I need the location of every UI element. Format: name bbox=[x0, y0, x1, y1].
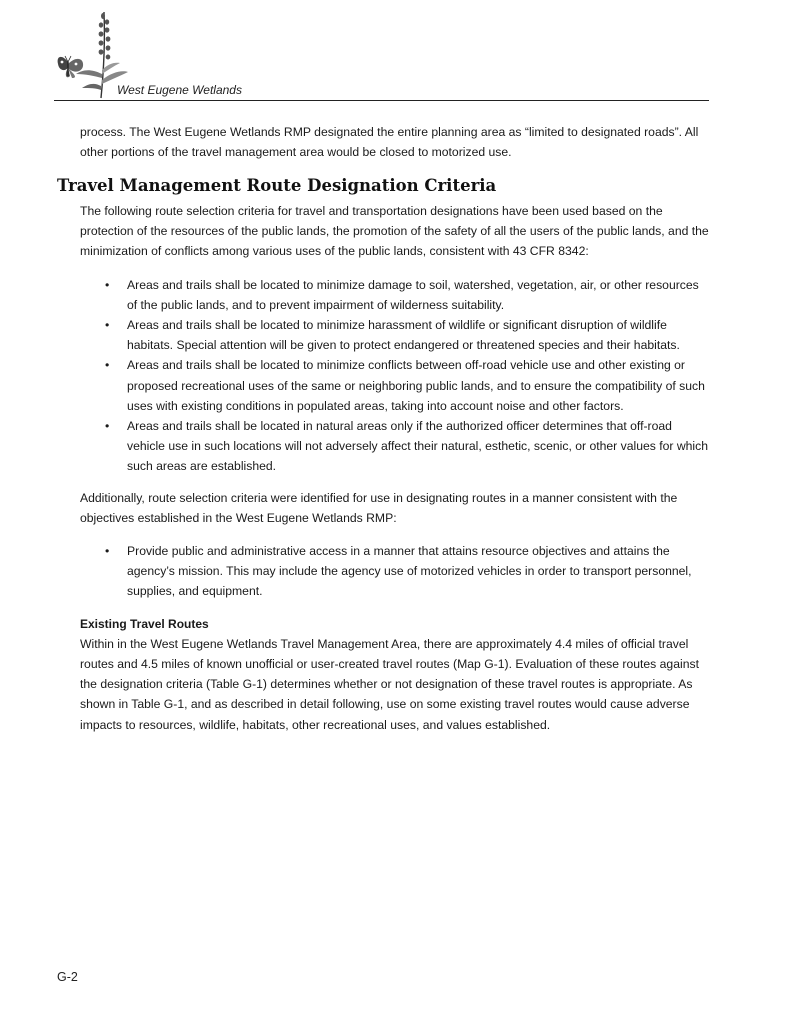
criteria-item: • Areas and trails shall be located to minimize harassment of wildlife or significant disruption of wildlife habitats. Special attention will be given to protect endangered or threatened species and their habitats. bbox=[80, 315, 710, 355]
bullet-icon: • bbox=[105, 277, 110, 292]
section-intro-paragraph: The following route selection criteria for travel and transportation designations have been used based on the protection of the resources of the public lands, the promotion of the safety of all the users of the public lands, and the minimization of conflicts among various uses of the public lands, consistent with 43 CFR 8342: bbox=[80, 204, 709, 259]
intro-paragraph: process. The West Eugene Wetlands RMP designated the entire planning area as “limited to designated roads”. All other portions of the travel management area would be closed to motorized use. bbox=[80, 125, 699, 160]
bullet-icon: • bbox=[105, 358, 110, 373]
bullet-icon: • bbox=[105, 419, 110, 434]
criteria-item: • Areas and trails shall be located to minimize damage to soil, watershed, vegetation, air, or other resources of the public lands, and to prevent impairment of wilderness suitability. bbox=[80, 275, 710, 315]
additional-criteria-list bbox=[80, 541, 710, 602]
section-heading: Travel Management Route Designation Criteria bbox=[57, 176, 497, 195]
header-divider bbox=[54, 100, 709, 101]
section-body bbox=[80, 201, 710, 735]
bullet-icon: • bbox=[105, 318, 110, 333]
criteria-item: • Areas and trails shall be located in natural areas only if the authorized officer determines that off-road vehicle use in such locations will not adversely affect their natural, esthetic, scenic, or other values for which such areas are established. bbox=[80, 416, 710, 477]
criteria-item: • Provide public and administrative access in a manner that attains resource objectives and attains the agency’s mission. This may include the agency use of motorized vehicles in order to transport personnel, supplies, and equipment. bbox=[80, 541, 710, 602]
header-title: West Eugene Wetlands bbox=[117, 83, 242, 97]
criteria-list bbox=[80, 275, 710, 477]
page-number: G-2 bbox=[57, 970, 78, 984]
document-body bbox=[80, 122, 710, 162]
additional-paragraph: Additionally, route selection criteria were identified for use in designating routes in a manner consistent with the objectives established in the West Eugene Wetlands RMP: bbox=[80, 490, 678, 525]
existing-routes-subheading: Existing Travel Routes bbox=[80, 616, 209, 631]
existing-routes-paragraph: Within in the West Eugene Wetlands Travel Management Area, there are approximately 4.4 miles of official travel routes and 4.5 miles of known unofficial or user-created travel routes (Map G-1). Evaluation of these routes against the designation criteria (Table G-1) determines whether or not designation of these travel routes is appropriate. As shown in Table G-1, and as described in detail following, use on some existing travel routes would cause adverse impacts to resources, wildlife, habitats, other recreational uses, and values established. bbox=[80, 636, 699, 732]
bullet-icon: • bbox=[105, 544, 110, 559]
criteria-item: • Areas and trails shall be located to minimize conflicts between off-road vehicle use and other existing or proposed recreational uses of the same or neighboring public lands, and to ensure the compatibility of such uses with existing conditions in populated areas, taking into account noise and other factors. bbox=[80, 355, 710, 416]
